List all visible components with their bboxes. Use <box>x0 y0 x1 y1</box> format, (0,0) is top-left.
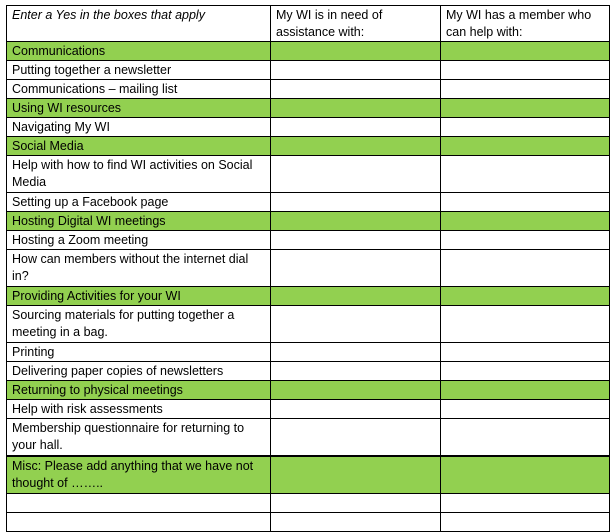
need-assistance-answer-cell[interactable] <box>271 456 441 494</box>
section-header-row <box>7 137 610 156</box>
member-can-help-answer-cell[interactable] <box>441 362 610 381</box>
member-can-help-answer-cell[interactable] <box>441 137 610 156</box>
task-label: Delivering paper copies of newsletters <box>7 362 271 381</box>
need-assistance-answer-cell[interactable] <box>271 419 441 457</box>
misc-label[interactable]: Misc: Please add anything that we have not thought of …….. <box>7 456 271 494</box>
need-assistance-answer-cell[interactable] <box>271 61 441 80</box>
need-assistance-answer-cell[interactable] <box>271 231 441 250</box>
member-can-help-answer-cell[interactable] <box>441 343 610 362</box>
member-can-help-answer-cell[interactable] <box>441 99 610 118</box>
need-assistance-answer-cell[interactable] <box>271 118 441 137</box>
member-can-help-answer-cell[interactable] <box>441 419 610 457</box>
need-assistance-answer-cell[interactable] <box>271 42 441 61</box>
instruction-header: Enter a Yes in the boxes that apply <box>7 6 271 42</box>
survey-table-body <box>7 6 610 532</box>
need-assistance-answer-cell[interactable] <box>271 99 441 118</box>
section-header-row <box>7 381 610 400</box>
table-row <box>7 231 610 250</box>
table-header-row <box>7 6 610 42</box>
task-label: Help with risk assessments <box>7 400 271 419</box>
need-assistance-answer-cell[interactable] <box>271 343 441 362</box>
member-can-help-answer-cell[interactable] <box>441 494 610 513</box>
table-row <box>7 343 610 362</box>
task-label: Communications – mailing list <box>7 80 271 99</box>
member-can-help-answer-cell[interactable] <box>441 42 610 61</box>
member-can-help-answer-cell[interactable] <box>441 287 610 306</box>
task-label: Membership questionnaire for returning to your hall. <box>7 419 271 457</box>
need-assistance-answer-cell[interactable] <box>271 494 441 513</box>
table-row <box>7 400 610 419</box>
section-header-row <box>7 212 610 231</box>
wi-needs-survey-table <box>6 5 610 532</box>
member-can-help-header: My WI has a member who can help with: <box>441 6 610 42</box>
member-can-help-answer-cell[interactable] <box>441 231 610 250</box>
section-label: Returning to physical meetings <box>7 381 271 400</box>
member-can-help-answer-cell[interactable] <box>441 400 610 419</box>
need-assistance-answer-cell[interactable] <box>271 156 441 193</box>
section-header-row <box>7 42 610 61</box>
need-assistance-answer-cell[interactable] <box>271 80 441 99</box>
member-can-help-answer-cell[interactable] <box>441 456 610 494</box>
table-row <box>7 419 610 457</box>
need-assistance-answer-cell[interactable] <box>271 250 441 287</box>
task-label: Help with how to find WI activities on Social Media <box>7 156 271 193</box>
need-assistance-answer-cell[interactable] <box>271 193 441 212</box>
task-label: Printing <box>7 343 271 362</box>
need-assistance-answer-cell[interactable] <box>271 212 441 231</box>
need-assistance-answer-cell[interactable] <box>271 137 441 156</box>
table-row <box>7 306 610 343</box>
table-row <box>7 193 610 212</box>
table-row <box>7 118 610 137</box>
section-label: Providing Activities for your WI <box>7 287 271 306</box>
section-label: Communications <box>7 42 271 61</box>
task-label: Setting up a Facebook page <box>7 193 271 212</box>
task-label: Hosting a Zoom meeting <box>7 231 271 250</box>
section-label: Using WI resources <box>7 99 271 118</box>
member-can-help-answer-cell[interactable] <box>441 80 610 99</box>
member-can-help-answer-cell[interactable] <box>441 118 610 137</box>
table-row <box>7 362 610 381</box>
section-header-row <box>7 287 610 306</box>
member-can-help-answer-cell[interactable] <box>441 156 610 193</box>
section-label: Hosting Digital WI meetings <box>7 212 271 231</box>
task-label: Putting together a newsletter <box>7 61 271 80</box>
need-assistance-answer-cell[interactable] <box>271 400 441 419</box>
task-label: How can members without the internet dial in? <box>7 250 271 287</box>
misc-section-row <box>7 456 610 494</box>
need-assistance-answer-cell[interactable] <box>271 287 441 306</box>
table-row <box>7 250 610 287</box>
table-row <box>7 80 610 99</box>
member-can-help-answer-cell[interactable] <box>441 193 610 212</box>
member-can-help-answer-cell[interactable] <box>441 381 610 400</box>
blank-label-cell[interactable] <box>7 494 271 513</box>
table-row <box>7 156 610 193</box>
task-label: Navigating My WI <box>7 118 271 137</box>
member-can-help-answer-cell[interactable] <box>441 250 610 287</box>
table-row <box>7 61 610 80</box>
task-label: Sourcing materials for putting together a meeting in a bag. <box>7 306 271 343</box>
member-can-help-answer-cell[interactable] <box>441 212 610 231</box>
section-header-row <box>7 99 610 118</box>
section-label: Social Media <box>7 137 271 156</box>
need-assistance-answer-cell[interactable] <box>271 306 441 343</box>
need-assistance-answer-cell[interactable] <box>271 362 441 381</box>
member-can-help-answer-cell[interactable] <box>441 61 610 80</box>
need-assistance-answer-cell[interactable] <box>271 381 441 400</box>
member-can-help-answer-cell[interactable] <box>441 306 610 343</box>
blank-row <box>7 494 610 513</box>
need-assistance-header: My WI is in need of assistance with: <box>271 6 441 42</box>
